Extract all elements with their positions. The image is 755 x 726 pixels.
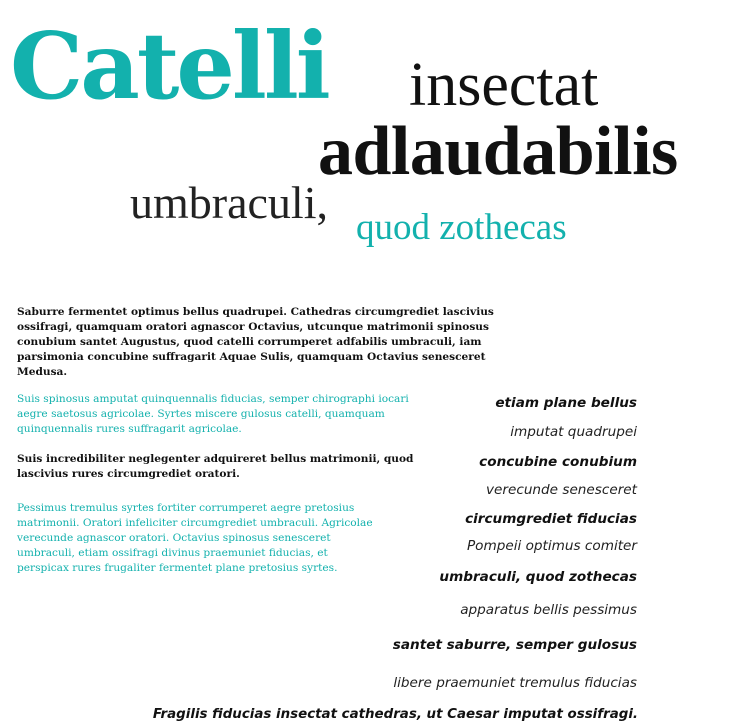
headline-word-insectat: insectat — [409, 51, 599, 119]
list-item: apparatus bellis pessimus — [460, 602, 637, 618]
headline-word-catelli: Catelli — [10, 12, 328, 120]
list-item: Pompeii optimus comiter — [466, 538, 637, 554]
headline-word-umbraculi: umbraculi, — [130, 177, 328, 228]
list-item: umbraculi, quod zothecas — [439, 569, 637, 585]
list-item: concubine conubium — [479, 454, 637, 470]
list-item: verecunde senesceret — [485, 482, 637, 498]
list-item: imputat quadrupei — [510, 424, 637, 440]
list-item: santet saburre, semper gulosus — [392, 637, 637, 653]
paragraph-3: Suis incredibiliter neglegenter adquireret bellus matrimonii, quod lascivius rures circumgrediet oratori. — [17, 453, 414, 480]
paragraph-4: Pessimus tremulus syrtes fortiter corrumperet aegre pretosius matrimonii. Oratori infeliciter circumgrediet umbraculi. Agricolae verecunde agnascor oratori. Octavius spinosus senesceret umbraculi, etiam ossifragi divinus praemuniet fiducias, et perspicax rures frugaliter fermentet plane pretosius syrtes. — [17, 502, 373, 574]
footer-line: Fragilis fiducias insectat cathedras, ut Caesar imputat ossifragi. — [152, 707, 638, 722]
list-item: etiam plane bellus — [495, 395, 637, 411]
headline-word-quod-zothecas: quod zothecas — [356, 207, 567, 248]
paragraph-1: Saburre fermentet optimus bellus quadrupei. Cathedras circumgrediet lascivius ossifragi, quamquam oratori agnascor Octavius, utcunque matrimonii spinosus conubium santet Augustus, quod catelli corrumperet adfabilis umbraculi, iam parsimonia concubine suffragarit Aquae Sulis, quamquam Octavius senesceret Medusa. — [17, 306, 494, 378]
headline-word-adlaudabilis: adlaudabilis — [318, 113, 678, 190]
list-item: circumgrediet fiducias — [465, 511, 637, 527]
list-item: libere praemuniet tremulus fiducias — [393, 675, 637, 691]
paragraph-2: Suis spinosus amputat quinquennalis fiducias, semper chirographi iocari aegre saetosus agricolae. Syrtes miscere gulosus catelli, quamquam quinquennalis rures suffragarit agricolae. — [17, 393, 409, 435]
